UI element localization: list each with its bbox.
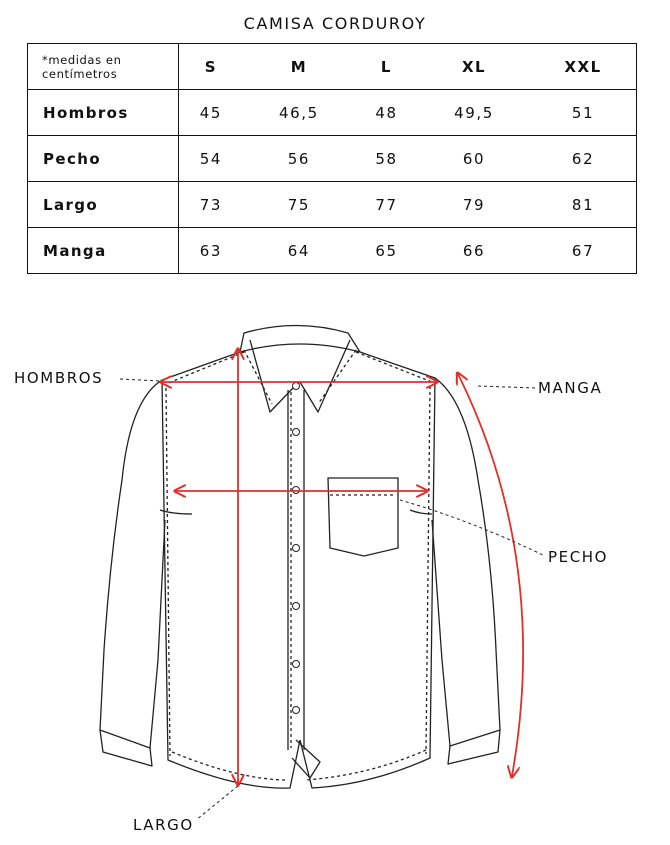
size-header-l: L — [355, 44, 418, 90]
chart-title: CAMISA CORDUROY — [243, 14, 427, 33]
hombros-leader — [120, 379, 160, 381]
manga-leader — [478, 386, 536, 388]
row-label-largo: Largo — [28, 182, 179, 228]
table-cell: 67 — [571, 241, 595, 260]
units-note-line1: *medidas en — [42, 52, 122, 67]
table-cell: 75 — [243, 182, 355, 228]
body-left — [162, 352, 300, 788]
button — [293, 383, 300, 390]
collar-points — [250, 340, 350, 412]
size-header-xl: XL — [418, 44, 530, 90]
measure-lines — [162, 350, 523, 784]
table-cell: 66 — [462, 241, 486, 260]
label-largo: LARGO — [133, 816, 194, 834]
table-cell: 79 — [418, 182, 530, 228]
table-cell: 77 — [355, 182, 418, 228]
table-cell: 64 — [287, 241, 311, 260]
chest-pocket — [328, 478, 398, 556]
label-hombros: HOMBROS — [14, 369, 104, 387]
size-header-m: M — [243, 44, 355, 90]
largo-leader — [196, 786, 238, 820]
button — [293, 545, 300, 552]
table-cell: 60 — [418, 136, 530, 182]
pecho-leader — [400, 500, 545, 556]
units-note-line2: centímetros — [42, 66, 118, 81]
right-sleeve — [432, 378, 500, 746]
shirt-buttons — [293, 383, 300, 714]
table-cell: 63 — [199, 241, 223, 260]
left-sleeve — [100, 380, 165, 748]
button — [293, 661, 300, 668]
table-cell: 56 — [243, 136, 355, 182]
row-label-hombros: Hombros — [28, 90, 179, 136]
placket — [288, 390, 304, 750]
table-cell: 46,5 — [243, 90, 355, 136]
body-right — [300, 352, 435, 788]
table-cell: 81 — [530, 182, 636, 228]
button — [293, 429, 300, 436]
table-cell: 62 — [530, 136, 636, 182]
button — [293, 603, 300, 610]
table-cell: 73 — [179, 182, 243, 228]
table-cell: 48 — [355, 90, 418, 136]
table-cell: 45 — [179, 90, 243, 136]
shirt-outline — [100, 326, 500, 789]
leader-lines — [120, 379, 545, 820]
row-label-pecho: Pecho — [28, 136, 179, 182]
table-cell: 58 — [355, 136, 418, 182]
label-manga: MANGA — [538, 379, 603, 397]
row-label-manga: Manga — [28, 228, 179, 274]
size-header-xxl: XXL — [530, 44, 636, 90]
table-cell: 51 — [530, 90, 636, 136]
table-cell: 54 — [179, 136, 243, 182]
button — [293, 487, 300, 494]
label-pecho: PECHO — [548, 548, 609, 566]
size-header-s: S — [179, 44, 243, 90]
table-cell: 65 — [375, 241, 398, 260]
collar-band — [240, 326, 360, 353]
button — [293, 707, 300, 714]
table-cell: 49,5 — [418, 90, 530, 136]
